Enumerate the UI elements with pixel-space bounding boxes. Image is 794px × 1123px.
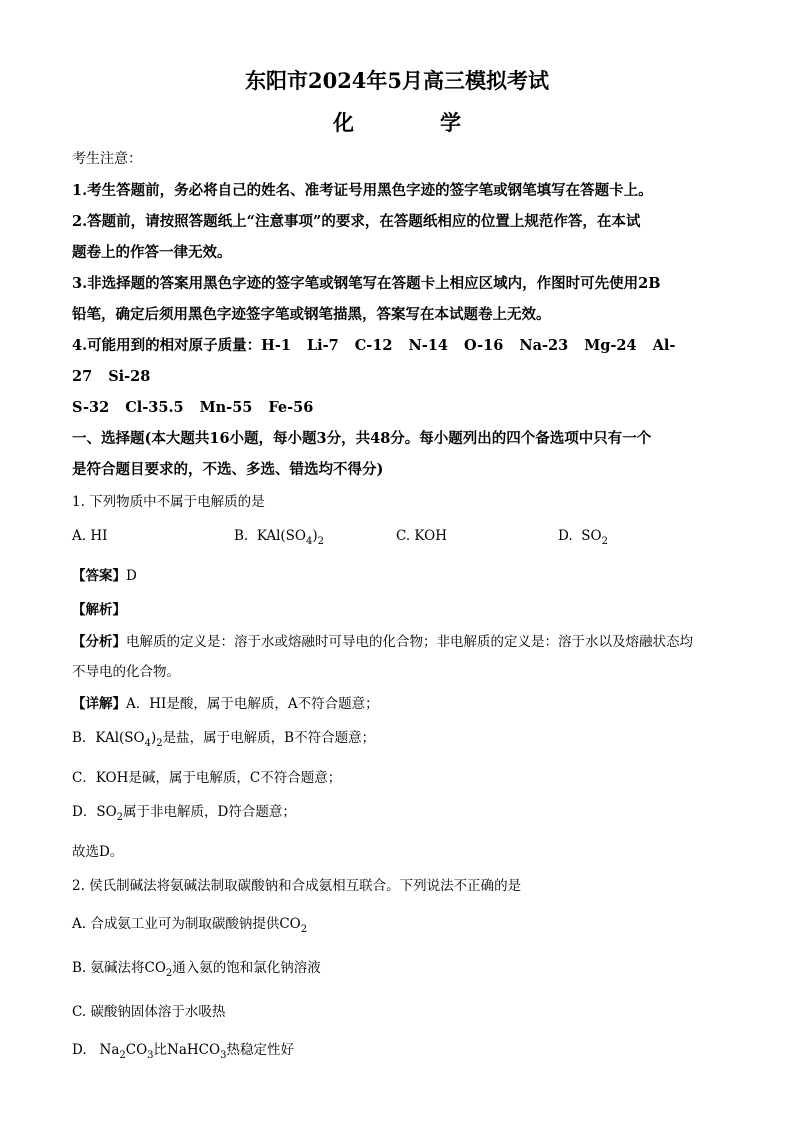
q1-answer: 【答案】D [72,568,137,584]
notice-item-2b: 题卷上的作答一律无效。 [72,244,232,261]
notice-item-1: 1.考生答题前，务必将自己的姓名、准考证号用黑色字迹的签字笔或钢笔填写在答题卡上。 [72,182,653,199]
q2-choice-d: D. $Na_2CO_3$比NaHCO$_3$热稳定性好 [72,1042,294,1061]
mass-entry: N-14 [408,337,448,354]
q2-stem: 2. 侯氏制碱法将氨碱法制取碳酸钠和合成氨相互联合。下列说法不正确的是 [72,878,522,894]
q1-choice-c: C. KOH [396,528,447,544]
section-1-heading-a: 一、选择题(本大题共16小题，每小题3分，共48分。每小题列出的四个备选项中只有一个 [72,430,652,447]
notice-item-3a: 3.非选择题的答案用黑色字迹的签字笔或钢笔写在答题卡上相应区域内，作图时可先使用2B [72,275,661,292]
notice-item-3b: 铅笔，确定后须用黑色字迹签字笔或钢笔描黑，答案写在本试题卷上无效。 [72,306,551,323]
mass-entry: Na-23 [519,337,569,354]
q1-detail-d: D．$SO_2$属于非电解质，D符合题意； [72,804,296,823]
mass-entry: Fe-56 [268,399,314,416]
subject-char-1: 化 [333,110,354,135]
mass-entry: Li-7 [306,337,339,354]
q1-choices [72,519,722,559]
exam-page [72,66,722,1073]
notice-item-4-cont [72,392,722,423]
mass-entry: H-1 [261,337,291,354]
subject-title [72,108,722,138]
mass-entry: C-12 [354,337,393,354]
q1-choice-b: B. $KAl(SO_4)_2$ [234,528,325,547]
q1-analysis-label: 【解析】 [72,602,126,618]
mass-entry: Al-27 [72,337,676,385]
q1-fenxi-line2: 不导电的化合物。 [72,664,180,680]
q1-stem: 1. 下列物质中不属于电解质的是 [72,494,265,510]
q1-detail-c: C．KOH是碱，属于电解质，C不符合题意； [72,770,342,786]
q1-choice-d: D. $SO_2$ [558,528,608,547]
mass-entry: O-16 [463,337,504,354]
mass-entry: S-32 [72,399,110,416]
q1-conclusion: 故选D。 [72,844,124,860]
notice-heading: 考生注意： [72,151,142,167]
mass-entry: Mg-24 [584,337,637,354]
notice-item-4 [72,330,722,392]
subject-char-2: 学 [440,110,461,135]
q1-detail-b: B．$KAl(SO_4)_2$是盐，属于电解质，B不符合题意； [72,730,376,749]
q1-choice-a: A. HI [72,528,108,544]
mass-entry: Mn-55 [199,399,253,416]
notice-item-2a: 2.答题前，请按照答题纸上“注意事项”的要求，在答题纸相应的位置上规范作答，在本试 [72,213,641,230]
mass-entry: Si-28 [108,368,151,385]
mass-entry: Cl-35.5 [125,399,184,416]
q2-choice-a: A. 合成氨工业可为制取碳酸钠提供$CO_2$ [72,916,308,935]
q2-choice-b: B. 氨碱法将$CO_2$通入氨的饱和氯化钠溶液 [72,960,321,979]
section-1-heading-b: 是符合题目要求的，不选、多选、错选均不得分) [72,461,384,478]
exam-title: 东阳市2024年5月高三模拟考试 [244,68,550,93]
q1-detail-a: 【详解】A．HI是酸，属于电解质，A不符合题意； [72,696,379,712]
q2-choice-c: C. 碳酸钠固体溶于水吸热 [72,1004,226,1020]
q1-fenxi-line1: 【分析】电解质的定义是：溶于水或熔融时可导电的化合物；非电解质的定义是：溶于水以及熔融状态均 [72,634,693,650]
mass-prefix: 4.可能用到的相对原子质量： [72,337,262,354]
